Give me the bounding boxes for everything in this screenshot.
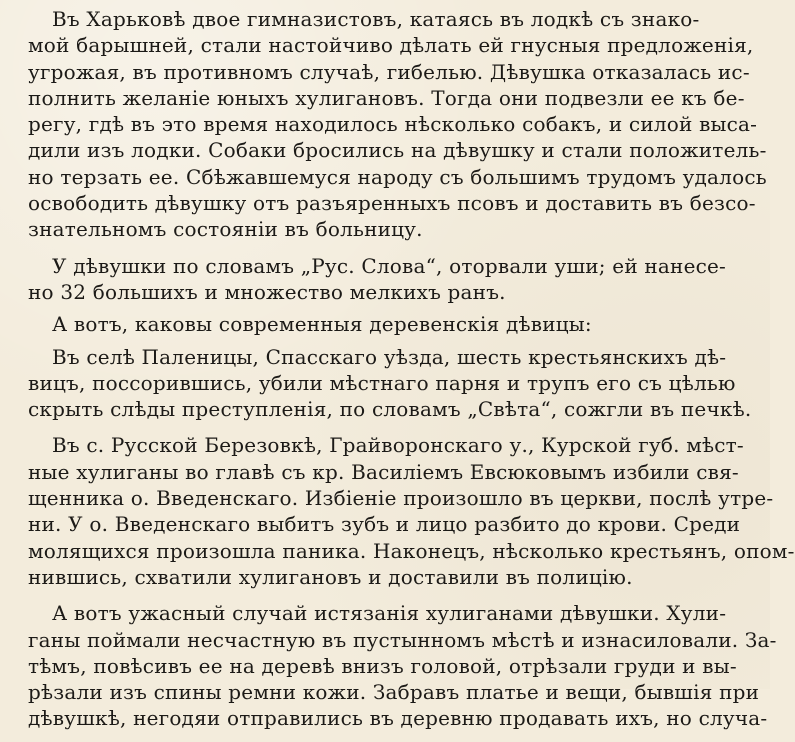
text-line: знательномъ состояніи въ больницу. [28,217,423,242]
text-line: ганы поймали несчастную въ пустынномъ мѣстѣ и изнасиловали. За- [28,627,777,652]
text-line: дили изъ лодки. Собаки бросились на дѣвушку и стали положитель- [28,138,767,163]
text-line: тѣмъ, повѣсивъ ее на деревѣ внизъ головой, отрѣзали груди и вы- [28,653,737,678]
text-line: освободить дѣвушку отъ разъяренныхъ псовъ и доставить въ безсо- [28,191,756,216]
text-line: ные хулиганы во главѣ съ кр. Василіемъ Евсюковымъ избили свя- [28,459,739,484]
text-line: но 32 большихъ и множество мелкихъ ранъ. [28,279,506,304]
text-line: скрыть слѣды преступленія, по словамъ „Свѣта“, сожгли въ печкѣ. [28,397,752,422]
text-line: нившись, схватили хулигановъ и доставили въ полицію. [28,564,633,589]
paragraph-2 [28,253,752,306]
text-line: полнить желаніе юныхъ хулигановъ. Тогда они подвезли ее къ бе- [28,85,745,110]
text-line: щенника о. Введенскаго. Избіеніе произошло въ церкви, послѣ утре- [28,486,774,511]
text-line: угрожая, въ противномъ случаѣ, гибелью. Дѣвушка отказалась ис- [28,59,750,84]
paragraph-1 [28,6,767,243]
paragraph-4 [28,344,752,423]
text-line: но терзать ее. Сбѣжавшемуся народу съ большимъ трудомъ удалось [28,164,767,189]
text-line: А вотъ, каковы современныя деревенскія дѣвицы: [52,312,592,337]
paragraph-5 [28,432,795,590]
document-text [28,6,795,742]
text-line: Въ селѣ Паленицы, Спасскаго уѣзда, шесть крестьянскихъ дѣ- [52,344,727,369]
text-line: молящихся произошла паника. Наконецъ, нѣсколько крестьянъ, опом- [28,538,795,563]
text-line: Въ Харьковѣ двое гимназистовъ, катаясь въ лодкѣ съ знако- [52,7,700,31]
text-line: А вотъ ужасный случай истязанія хулиганами дѣвушки. Хули- [52,601,727,626]
text-line: регу, гдѣ въ это время находилось нѣсколько собакъ, и силой выса- [28,112,758,137]
text-line: Въ с. Русской Березовкѣ, Грайворонскаго у., Курской губ. мѣст- [52,433,744,458]
text-line: дѣвушкѣ, негодяи отправились въ деревню продавать ихъ, но случа- [28,706,768,731]
text-line: мой барышней, стали настойчиво дѣлать ей гнусныя предложенія, [28,33,754,58]
text-line: ни. У о. Введенскаго выбитъ зубъ и лицо разбито до крови. Среди [28,512,741,537]
text-line: У дѣвушки по словамъ „Рус. Слова“, оторвали уши; ей нанесе- [52,253,727,278]
text-line: вицъ, поссорившись, убили мѣстнаго парня и трупъ его съ цѣлью [28,370,736,395]
text-line: рѣзали изъ спины ремни кожи. Забравъ платье и вещи, бывшія при [28,680,760,705]
paragraph-3 [28,311,752,337]
paragraph-6 [28,600,777,731]
